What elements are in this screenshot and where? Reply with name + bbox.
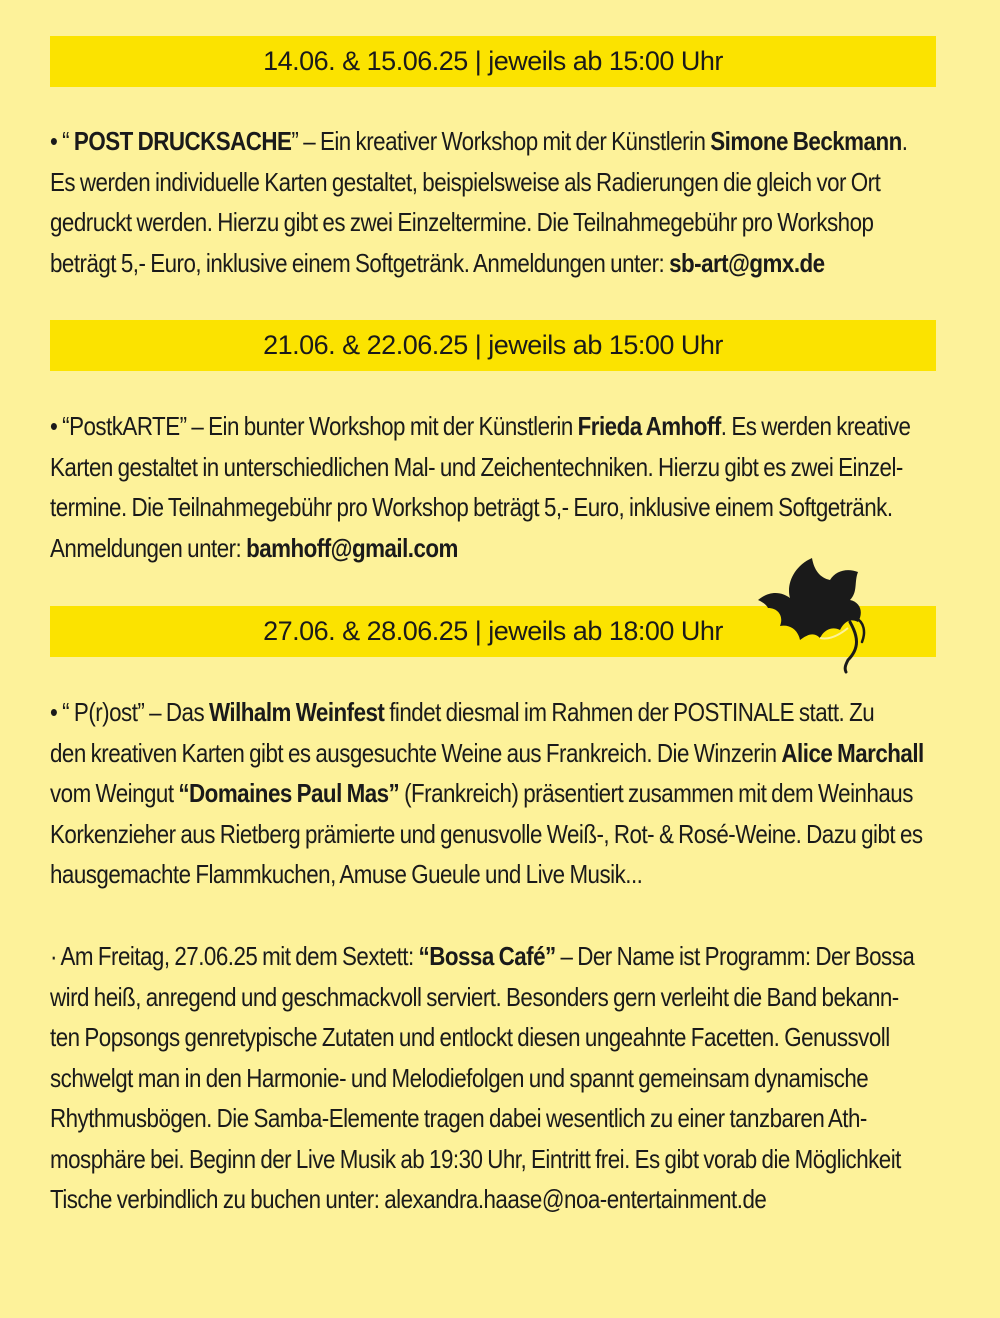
event-3-line-5: hausgemachte Flammkuchen, Amuse Gueule und Live Musik... <box>50 859 643 889</box>
bossa-line-7: Tische verbindlich zu buchen unter: alexandra.haase@noa-entertainment.de <box>50 1184 767 1214</box>
winery-name: “Domaines Paul Mas” <box>178 778 400 808</box>
date-header-text: 21.06. & 22.06.25 | jeweils ab 15:00 Uhr <box>263 330 723 360</box>
date-header-text: 27.06. & 28.06.25 | jeweils ab 18:00 Uhr <box>263 616 723 646</box>
bossa-cafe-description <box>50 936 915 1220</box>
artist-name: Frieda Amhoff <box>577 411 721 441</box>
event-3-description <box>50 692 924 895</box>
event-2-line-4: Anmeldungen unter: bamhoff@gmail.com <box>50 532 458 563</box>
email-link[interactable]: bamhoff@gmail.com <box>246 532 458 563</box>
event-3-line-3: vom Weingut “Domaines Paul Mas” (Frankreich) präsentiert zusammen mit dem Weinhaus <box>50 778 913 808</box>
bossa-line-1: · Am Freitag, 27.06.25 mit dem Sextett: “Bossa Café” – Der Name ist Programm: Der Bossa <box>50 941 915 971</box>
event-2-line-1: • “PostkARTE” – Ein bunter Workshop mit der Künstlerin Frieda Amhoff. Es werden kreative <box>50 411 911 441</box>
event-2-description <box>50 406 911 568</box>
date-header-event-1 <box>50 36 936 87</box>
date-header-text: 14.06. & 15.06.25 | jeweils ab 15:00 Uhr <box>263 46 723 76</box>
artist-name: Simone Beckmann <box>710 126 902 156</box>
event-1-description <box>50 121 908 283</box>
date-header-event-2 <box>50 320 936 371</box>
email-link[interactable]: sb-art@gmx.de <box>669 247 825 278</box>
bossa-line-3: ten Popsongs genretypische Zutaten und entlockt diesen ungeahnte Facetten. Genussvoll <box>50 1022 890 1052</box>
event-3-line-4: Korkenzieher aus Rietberg prämierte und genusvolle Weiß-, Rot- & Rosé-Weine. Dazu gibt es <box>50 818 923 849</box>
event-1-line-2: Es werden individuelle Karten gestaltet, beispielsweise als Radierungen die gleich vor Ort <box>50 166 881 197</box>
bossa-line-4: schwelgt man in den Harmonie- und Melodiefolgen und spannt gemeinsam dynamische <box>50 1062 869 1093</box>
event-1-line-3: gedruckt werden. Hierzu gibt es zwei Einzeltermine. Die Teilnahmegebühr pro Workshop <box>50 207 874 237</box>
band-name: “Bossa Café” <box>418 941 556 971</box>
event-1-line-1: • “ POST DRUCKSACHE” – Ein kreativer Workshop mit der Künstlerin Simone Beckmann. <box>50 126 908 156</box>
bossa-line-5: Rhythmusbögen. Die Samba-Elemente tragen dabei wesentlich zu einer tanzbaren Ath- <box>50 1103 867 1133</box>
bossa-line-6: mosphäre bei. Beginn der Live Musik ab 19:30 Uhr, Eintritt frei. Es gibt vorab die Möglichkeit <box>50 1143 901 1174</box>
event-2-line-3: termine. Die Teilnahmegebühr pro Workshop beträgt 5,- Euro, inklusive einem Softgetränk. <box>50 492 893 522</box>
winemaker-name: Alice Marchall <box>781 737 924 768</box>
event-name: Wilhalm Weinfest <box>208 697 385 727</box>
event-3-line-1: • “ P(r)ost” – Das Wilhalm Weinfest findet diesmal im Rahmen der POSTINALE statt. Zu <box>50 697 875 727</box>
bossa-line-2: wird heiß, anregend und geschmackvoll serviert. Besonders gern verleiht die Band bekann- <box>50 981 899 1012</box>
vine-leaf-icon <box>750 552 875 677</box>
event-3-line-2: den kreativen Karten gibt es ausgesuchte Weine aus Frankreich. Die Winzerin Alice Marchall <box>50 737 924 768</box>
event-1-line-4: beträgt 5,- Euro, inklusive einem Softgetränk. Anmeldungen unter: sb-art@gmx.de <box>50 247 825 278</box>
event-2-line-2: Karten gestaltet in unterschiedlichen Mal- und Zeichentechniken. Hierzu gibt es zwei Einzel- <box>50 451 903 482</box>
